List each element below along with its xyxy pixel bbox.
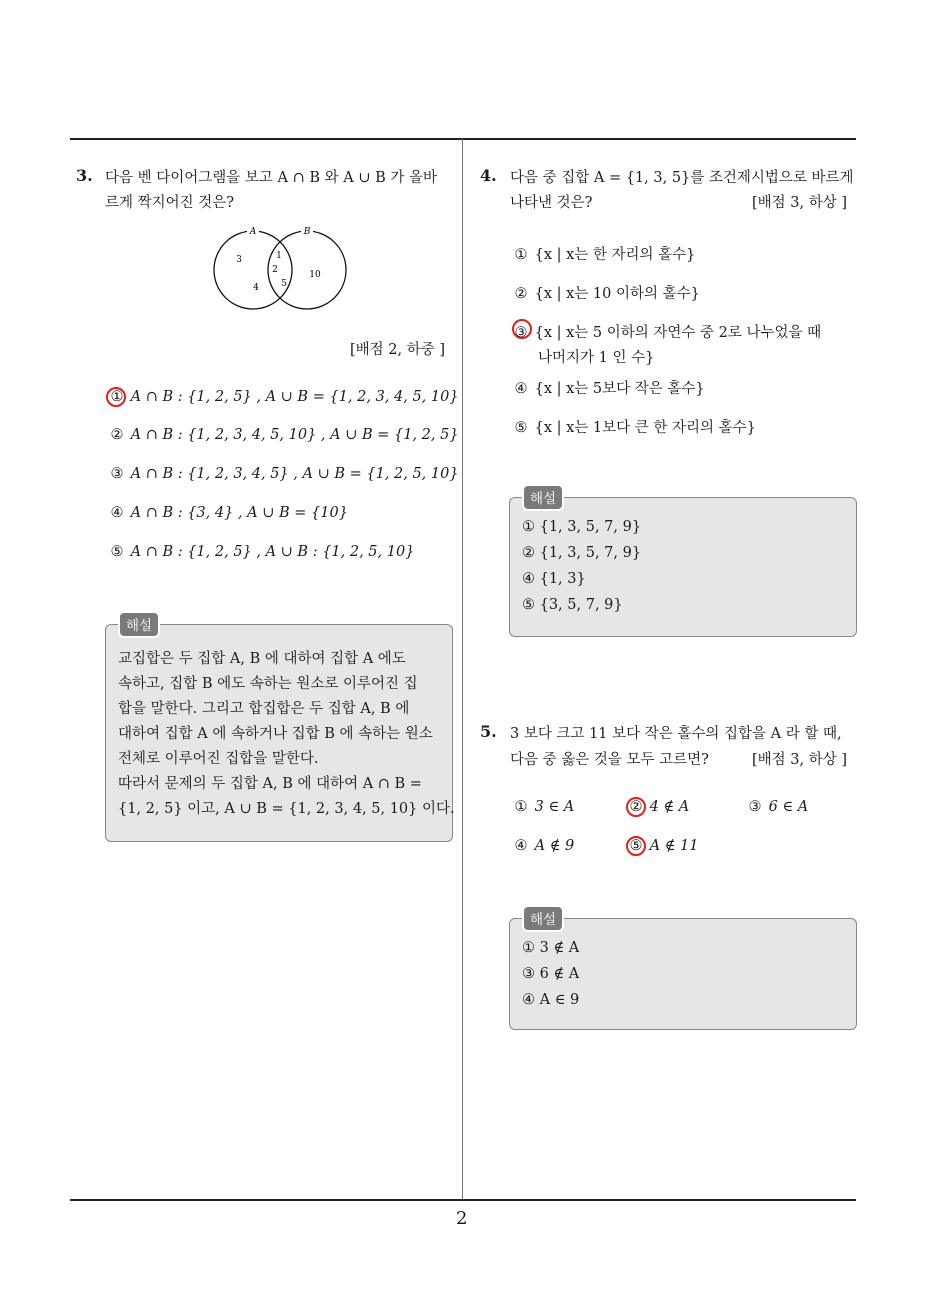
explanation-line: 합을 말한다. 그리고 합집합은 두 집합 A, B 에	[118, 701, 410, 717]
set-b-circle	[268, 231, 346, 309]
explanation-line: ③ 6 ∉ A	[522, 966, 580, 982]
explanation-line: ④ A ∈ 9	[522, 992, 580, 1008]
bottom-rule	[70, 1199, 856, 1201]
option-text: A ∩ B : {1, 2, 3, 4, 5} , A ∪ B = {1, 2, 5, 10}	[130, 466, 459, 482]
option-number: ④	[514, 381, 528, 397]
venn-both-value: 1	[276, 251, 282, 261]
venn-only-a-value: 4	[253, 283, 259, 293]
option-number: ⑤	[110, 544, 124, 560]
option-2[interactable]	[108, 427, 459, 443]
explanation-box	[509, 491, 857, 637]
option-text: A ∩ B : {1, 2, 3, 4, 5, 10} , A ∪ B = {1, 2, 5}	[130, 427, 459, 443]
option-text: A ∉ 11	[649, 838, 699, 854]
option-1[interactable]	[108, 389, 459, 405]
question-stem: 다음 벤 다이어그램을 보고 A ∩ B 와 A ∪ B 가 올바	[105, 170, 437, 186]
option-number: ③	[110, 466, 124, 482]
venn-both-value: 2	[272, 265, 278, 275]
option-3[interactable]	[746, 799, 808, 815]
option-5[interactable]	[108, 544, 414, 560]
option-4[interactable]	[108, 505, 348, 521]
explanation-tag: 해설	[524, 486, 562, 509]
option-3[interactable]	[108, 466, 459, 482]
explanation-tag: 해설	[524, 907, 562, 930]
question-stem: 나타낸 것은?	[510, 195, 593, 211]
explanation-line: ① 3 ∉ A	[522, 940, 580, 956]
option-3[interactable]	[512, 321, 821, 342]
option-text: {x | x는 한 자리의 홀수}	[534, 247, 696, 263]
explanation-line: ⑤ {3, 5, 7, 9}	[522, 597, 623, 613]
explanation-line: 전체로 이루어진 집합을 말한다.	[118, 751, 319, 767]
explanation-line: 따라서 문제의 두 집합 A, B 에 대하여 A ∩ B =	[118, 776, 422, 792]
explanation-line: 교집합은 두 집합 A, B 에 대하여 집합 A 에도	[118, 651, 406, 667]
option-3-continuation: 나머지가 1 인 수}	[538, 350, 655, 366]
explanation-box	[105, 618, 455, 842]
explanation-line: ④ {1, 3}	[522, 571, 586, 587]
option-2[interactable]	[627, 799, 689, 815]
option-5[interactable]	[512, 416, 756, 437]
question-number: 3.	[76, 166, 93, 185]
option-number: ②	[629, 799, 643, 815]
question-stem: 다음 중 옳은 것을 모두 고르면?	[510, 752, 709, 768]
option-number: ③	[748, 799, 762, 815]
option-number: ①	[514, 799, 528, 815]
score-label: [배점 2, 하중 ]	[350, 342, 446, 358]
set-b-label: B	[303, 227, 311, 237]
score-label: [배점 3, 하상 ]	[752, 752, 848, 768]
explanation-line: 속하고, 집합 B 에도 속하는 원소로 이루어진 집	[118, 676, 418, 692]
question-stem: 르게 짝지어진 것은?	[105, 195, 235, 211]
option-number: ④	[514, 838, 528, 854]
option-text: {x | x는 5보다 작은 홀수}	[534, 381, 705, 397]
option-number: ②	[514, 286, 528, 302]
option-text: {x | x는 10 이하의 홀수}	[534, 286, 700, 302]
option-2[interactable]	[512, 282, 700, 303]
option-text: 3 ∈ A	[534, 799, 575, 815]
venn-only-a-value: 3	[236, 255, 242, 265]
explanation-line: 대하여 집합 A 에 속하거나 집합 B 에 속하는 원소	[118, 726, 433, 742]
option-text: {x | x는 5 이하의 자연수 중 2로 나누었을 때	[534, 325, 822, 341]
column-divider	[462, 139, 463, 1201]
option-text: A ∩ B : {3, 4} , A ∪ B = {10}	[130, 505, 348, 521]
option-text: A ∉ 9	[534, 838, 575, 854]
option-text: 6 ∈ A	[768, 799, 809, 815]
explanation-box	[509, 912, 857, 1030]
option-number: ⑤	[629, 838, 643, 854]
explanation-line: ① {1, 3, 5, 7, 9}	[522, 519, 642, 535]
option-number: ③	[514, 325, 528, 341]
question-number: 5.	[480, 722, 497, 741]
explanation-line: ② {1, 3, 5, 7, 9}	[522, 545, 642, 561]
set-a-circle	[214, 231, 292, 309]
option-5[interactable]	[627, 838, 698, 854]
option-text: A ∩ B : {1, 2, 5} , A ∪ B : {1, 2, 5, 10}	[130, 544, 415, 560]
option-4[interactable]	[512, 838, 574, 854]
question-stem: 다음 중 집합 A = {1, 3, 5}를 조건제시법으로 바르게	[510, 170, 854, 186]
option-1[interactable]	[512, 243, 695, 264]
option-text: A ∩ B : {1, 2, 5} , A ∪ B = {1, 2, 3, 4, 5, 10}	[130, 389, 459, 405]
option-4[interactable]	[512, 377, 705, 398]
option-number: ④	[110, 505, 124, 521]
option-number: ②	[110, 427, 124, 443]
option-number: ⑤	[514, 420, 528, 436]
explanation-tag: 해설	[120, 613, 158, 636]
question-stem: 3 보다 크고 11 보다 작은 홀수의 집합을 A 라 할 때,	[510, 726, 842, 742]
venn-only-b-value: 10	[309, 270, 321, 280]
explanation-line: {1, 2, 5} 이고, A ∪ B = {1, 2, 3, 4, 5, 10} 이다.	[118, 801, 455, 817]
top-rule	[70, 138, 856, 140]
page-number: 2	[456, 1208, 468, 1229]
venn-both-value: 5	[281, 279, 287, 289]
venn-diagram	[205, 222, 355, 314]
option-text: 4 ∉ A	[649, 799, 690, 815]
option-number: ①	[110, 389, 124, 405]
option-1[interactable]	[512, 799, 574, 815]
score-label: [배점 3, 하상 ]	[752, 195, 848, 211]
option-number: ①	[514, 247, 528, 263]
set-a-label: A	[249, 227, 257, 237]
option-text: {x | x는 1보다 큰 한 자리의 홀수}	[534, 420, 756, 436]
question-number: 4.	[480, 166, 497, 185]
